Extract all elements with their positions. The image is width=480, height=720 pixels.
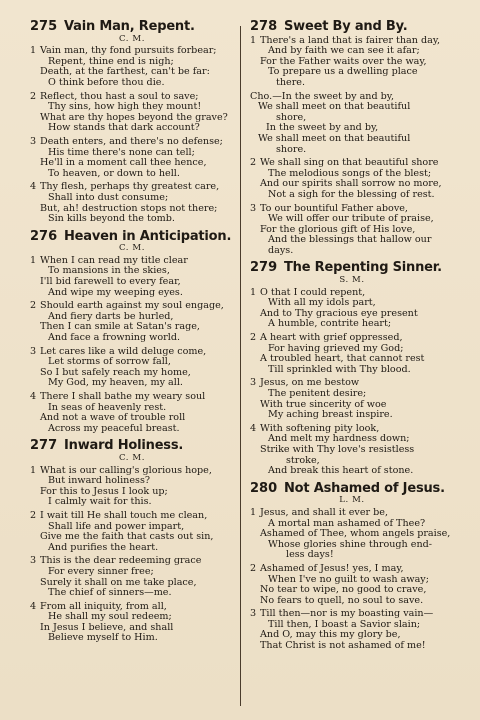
verse-line: Reflect, thou hast a soul to save; [40,90,199,102]
verse-line: To our bountiful Father above, [260,202,408,214]
verse-line: But inward holiness? [48,475,151,487]
verse-line: I wait till He shall touch me clean, [40,509,208,521]
verse-line: A troubled heart, that cannot rest [260,353,425,365]
verse-line: Jesus, on me bestow [260,377,360,389]
left-column [30,19,234,651]
verse [30,602,234,644]
verse-line: He'll in a moment call thee hence, [40,157,207,169]
verse-line: For the glorious gift of His love, [260,223,416,235]
verse-line: And our spirits shall sorrow no more, [260,178,442,190]
verse-line: This is the dear redeeming grace [40,555,202,567]
verse-number: 1 [30,464,37,476]
verse-number: 4 [30,600,37,612]
hymn-number: 275 [30,19,58,34]
verse-line: The penitent desire; [268,388,367,399]
verse-line: I calmly wait for this. [48,496,152,508]
verse-number: 1 [250,286,257,298]
verse-line: And break this heart of stone. [268,465,414,477]
verse [250,508,454,561]
verse-line: With all my idols part, [268,297,376,309]
verse-line: Strike with Thy love's resistless [260,443,415,455]
verse-line: And not a wave of trouble roll [40,412,186,424]
chorus-label: Cho. [250,90,273,102]
verse [30,511,234,553]
verse-line: days. [268,244,294,256]
chorus [250,92,454,156]
verse-line: And by faith we can see it afar; [268,45,420,57]
verse-line: And O, may this my glory be, [260,629,401,641]
verse-line: There's a land that is fairer than day, [260,34,441,46]
verse-line: And wipe my weeping eyes. [48,286,183,298]
verse-line: Ashamed of Jesus! yes, I may, [260,562,404,574]
verse-line: Thy flesh, perhaps thy greatest care, [40,181,220,193]
verse-line: Shall life and power impart, [48,520,185,532]
verse [30,182,234,224]
hymn-279 [250,260,454,477]
verse-line: No tear to wipe, no good to crave, [260,584,427,596]
verse-number: 3 [30,135,37,147]
hymn-title: The Repenting Sinner. [284,260,442,276]
verse-line: In Jesus I believe, and shall [40,621,174,633]
verse [30,466,234,508]
verse-line: Till sprinkled with Thy blood. [268,363,411,375]
verse-line: The chief of sinners—me. [48,587,172,599]
hymn-meter: L. M. [339,495,365,506]
verse-line: How stands that dark account? [48,122,200,134]
verse [30,256,234,298]
verse-line: That Christ is not ashamed of me! [260,640,426,652]
verse-line: Believe myself to Him. [48,632,158,644]
verse-line: Thy sins, how high they mount! [48,101,202,113]
verse-line: And to Thy gracious eye present [260,307,418,319]
verse-line: Death, at the farthest, can't be far: [40,66,210,78]
verse-line: We shall meet on that beautiful [258,101,411,113]
verse-line: O that I could repent, [260,286,366,298]
hymn-title: Heaven in Anticipation. [64,228,232,244]
verse-line: What is our calling's glorious hope, [40,464,212,476]
verse-number: 3 [30,345,37,357]
verse-line: No fears to quell, no soul to save. [260,594,424,606]
verse-line: shore. [276,143,307,155]
verse-line: And purifies the heart. [48,541,159,553]
verse-line: Across my peaceful breast. [48,422,180,434]
verse [250,333,454,375]
verse [30,92,234,134]
verse-number: 1 [250,506,257,518]
hymn-280 [250,480,454,652]
verse [250,204,454,257]
verse [250,158,454,200]
verse-line: To prepare us a dwelling place [268,66,418,78]
verse-line: To heaven, or down to hell. [48,167,180,179]
hymn-title: Not Ashamed of Jesus. [284,480,445,496]
verse-line: There I shall bathe my weary soul [40,391,206,402]
hymn-title: Inward Holiness. [64,438,184,454]
verse-line: Not a sigh for the blessing of rest. [268,188,435,200]
verse-line: When I've no guilt to wash away; [268,573,429,585]
verse-line: To mansions in the skies, [48,265,170,277]
verse-line: —In the sweet by and by, [272,90,394,102]
hymn-number: 278 [250,19,278,34]
verse-line: My aching breast inspire. [268,409,393,421]
verse-line: Jesus, and shall it ever be, [260,506,388,518]
verse [30,392,234,434]
verse-line: stroke, [286,454,320,466]
verse-line: O think before thou die. [48,76,165,88]
verse-number: 1 [30,45,37,57]
verse-line: A humble, contrite heart; [268,318,392,330]
verse-line: Sin kills beyond the tomb. [48,213,175,225]
verse-line: And the blessings that hallow our [268,234,432,246]
hymn-number: 276 [30,228,58,244]
hymn-meter: S. M. [339,275,365,286]
verse [250,288,454,330]
hymn-meter: C. M. [118,33,145,44]
verse [30,301,234,343]
right-column [250,19,454,659]
verse-line: Let cares like a wild deluge come, [40,345,207,357]
verse-number: 2 [30,90,37,102]
hymn-meter: C. M. [118,243,145,254]
verse-line: His time there's none can tell; [48,146,195,158]
verse-line: Vain man, thy fond pursuits forbear; [40,45,217,57]
verse-line: A mortal man ashamed of Thee? [268,517,426,529]
verse-line: Ashamed of Thee, whom angels praise, [260,528,451,540]
verse-line: A heart with grief oppressed, [260,332,403,344]
verse [250,609,454,651]
verse-line: For every sinner free; [48,565,154,577]
verse-line: And melt my hardness down; [268,433,410,445]
verse-line: The melodious songs of the blest; [268,167,432,179]
verse-line: In the sweet by and by, [266,122,379,134]
verse-line: Let storms of sorrow fall, [48,356,171,368]
verse-line: shore, [276,111,307,123]
verse [250,378,454,420]
column-divider [240,26,241,706]
verse-number: 2 [250,562,257,574]
verse-line: My God, my heaven, my all. [48,377,183,389]
verse-line: In seas of heavenly rest. [48,401,167,413]
verse-line: And face a frowning world. [48,332,181,344]
verse-line: When I can read my title clear [40,254,188,266]
verse-number: 3 [250,377,257,389]
verse-number: 2 [250,157,257,169]
verse-number: 2 [30,300,37,312]
verse-line: For the Father waits over the way, [260,55,427,67]
verse-line: Whose glories shine through end- [268,538,433,550]
verse-number: 2 [250,332,257,344]
verse-line: We shall sing on that beautiful shore [260,157,439,169]
hymn-meter: C. M. [118,452,145,463]
verse-line: Surely it shall on me take place, [40,576,197,588]
hymn-number: 279 [250,260,278,276]
verse-line: But, ah! destruction stops not there; [40,202,218,214]
verse-number: 4 [30,391,37,402]
verse [30,347,234,389]
hymn-276 [30,228,234,435]
verse [30,137,234,179]
verse-number: 2 [30,509,37,521]
hymn-number: 277 [30,438,58,454]
hymn-number: 280 [250,480,278,496]
verse-line: Shall into dust consume; [48,191,169,203]
hymn-title: Sweet By and By. [284,19,408,34]
verse [30,556,234,598]
verse-number: 4 [250,422,257,434]
verse-line: Death enters, and there's no defense; [40,135,223,147]
verse-line: Then I can smile at Satan's rage, [40,321,200,333]
verse-line: less days! [286,549,334,561]
verse [250,424,454,477]
verse-line: For this to Jesus I look up; [40,485,168,497]
verse-line: With true sincerity of woe [260,398,387,410]
verse-line: From all iniquity, from all, [40,600,167,612]
hymn-277 [30,438,234,644]
verse-line: Repent, thine end is nigh; [48,55,174,67]
verse-line: With softening pity look, [260,422,380,434]
verse-line: What are thy hopes beyond the grave? [40,111,228,123]
verse-number: 4 [30,181,37,193]
verse [250,564,454,606]
verse [250,36,454,89]
verse-line: And fiery darts be hurled, [48,310,174,322]
verse [30,46,234,88]
verse-number: 3 [30,555,37,567]
hymn-title: Vain Man, Repent. [64,19,195,34]
verse-number: 3 [250,608,257,620]
verse-line: We shall meet on that beautiful [258,132,411,144]
verse-line: Should earth against my soul engage, [40,300,224,312]
verse-line: We will offer our tribute of praise, [268,213,434,225]
hymn-275 [30,19,234,225]
verse-line: Give me the faith that casts out sin, [40,531,214,543]
verse-number: 3 [250,202,257,214]
verse-line: there. [276,76,306,88]
verse-line: He shall my soul redeem; [48,611,172,623]
verse-line: I'll bid farewell to every fear, [40,276,181,288]
verse-line: So I but safely reach my home, [40,366,191,378]
verse-line: For having grieved my God; [268,342,404,354]
verse-line: Till then—nor is my boasting vain— [260,608,434,620]
verse-number: 1 [250,34,257,46]
hymn-278 [250,19,454,256]
verse-number: 1 [30,254,37,266]
verse-line: Till then, I boast a Savior slain; [268,618,421,630]
